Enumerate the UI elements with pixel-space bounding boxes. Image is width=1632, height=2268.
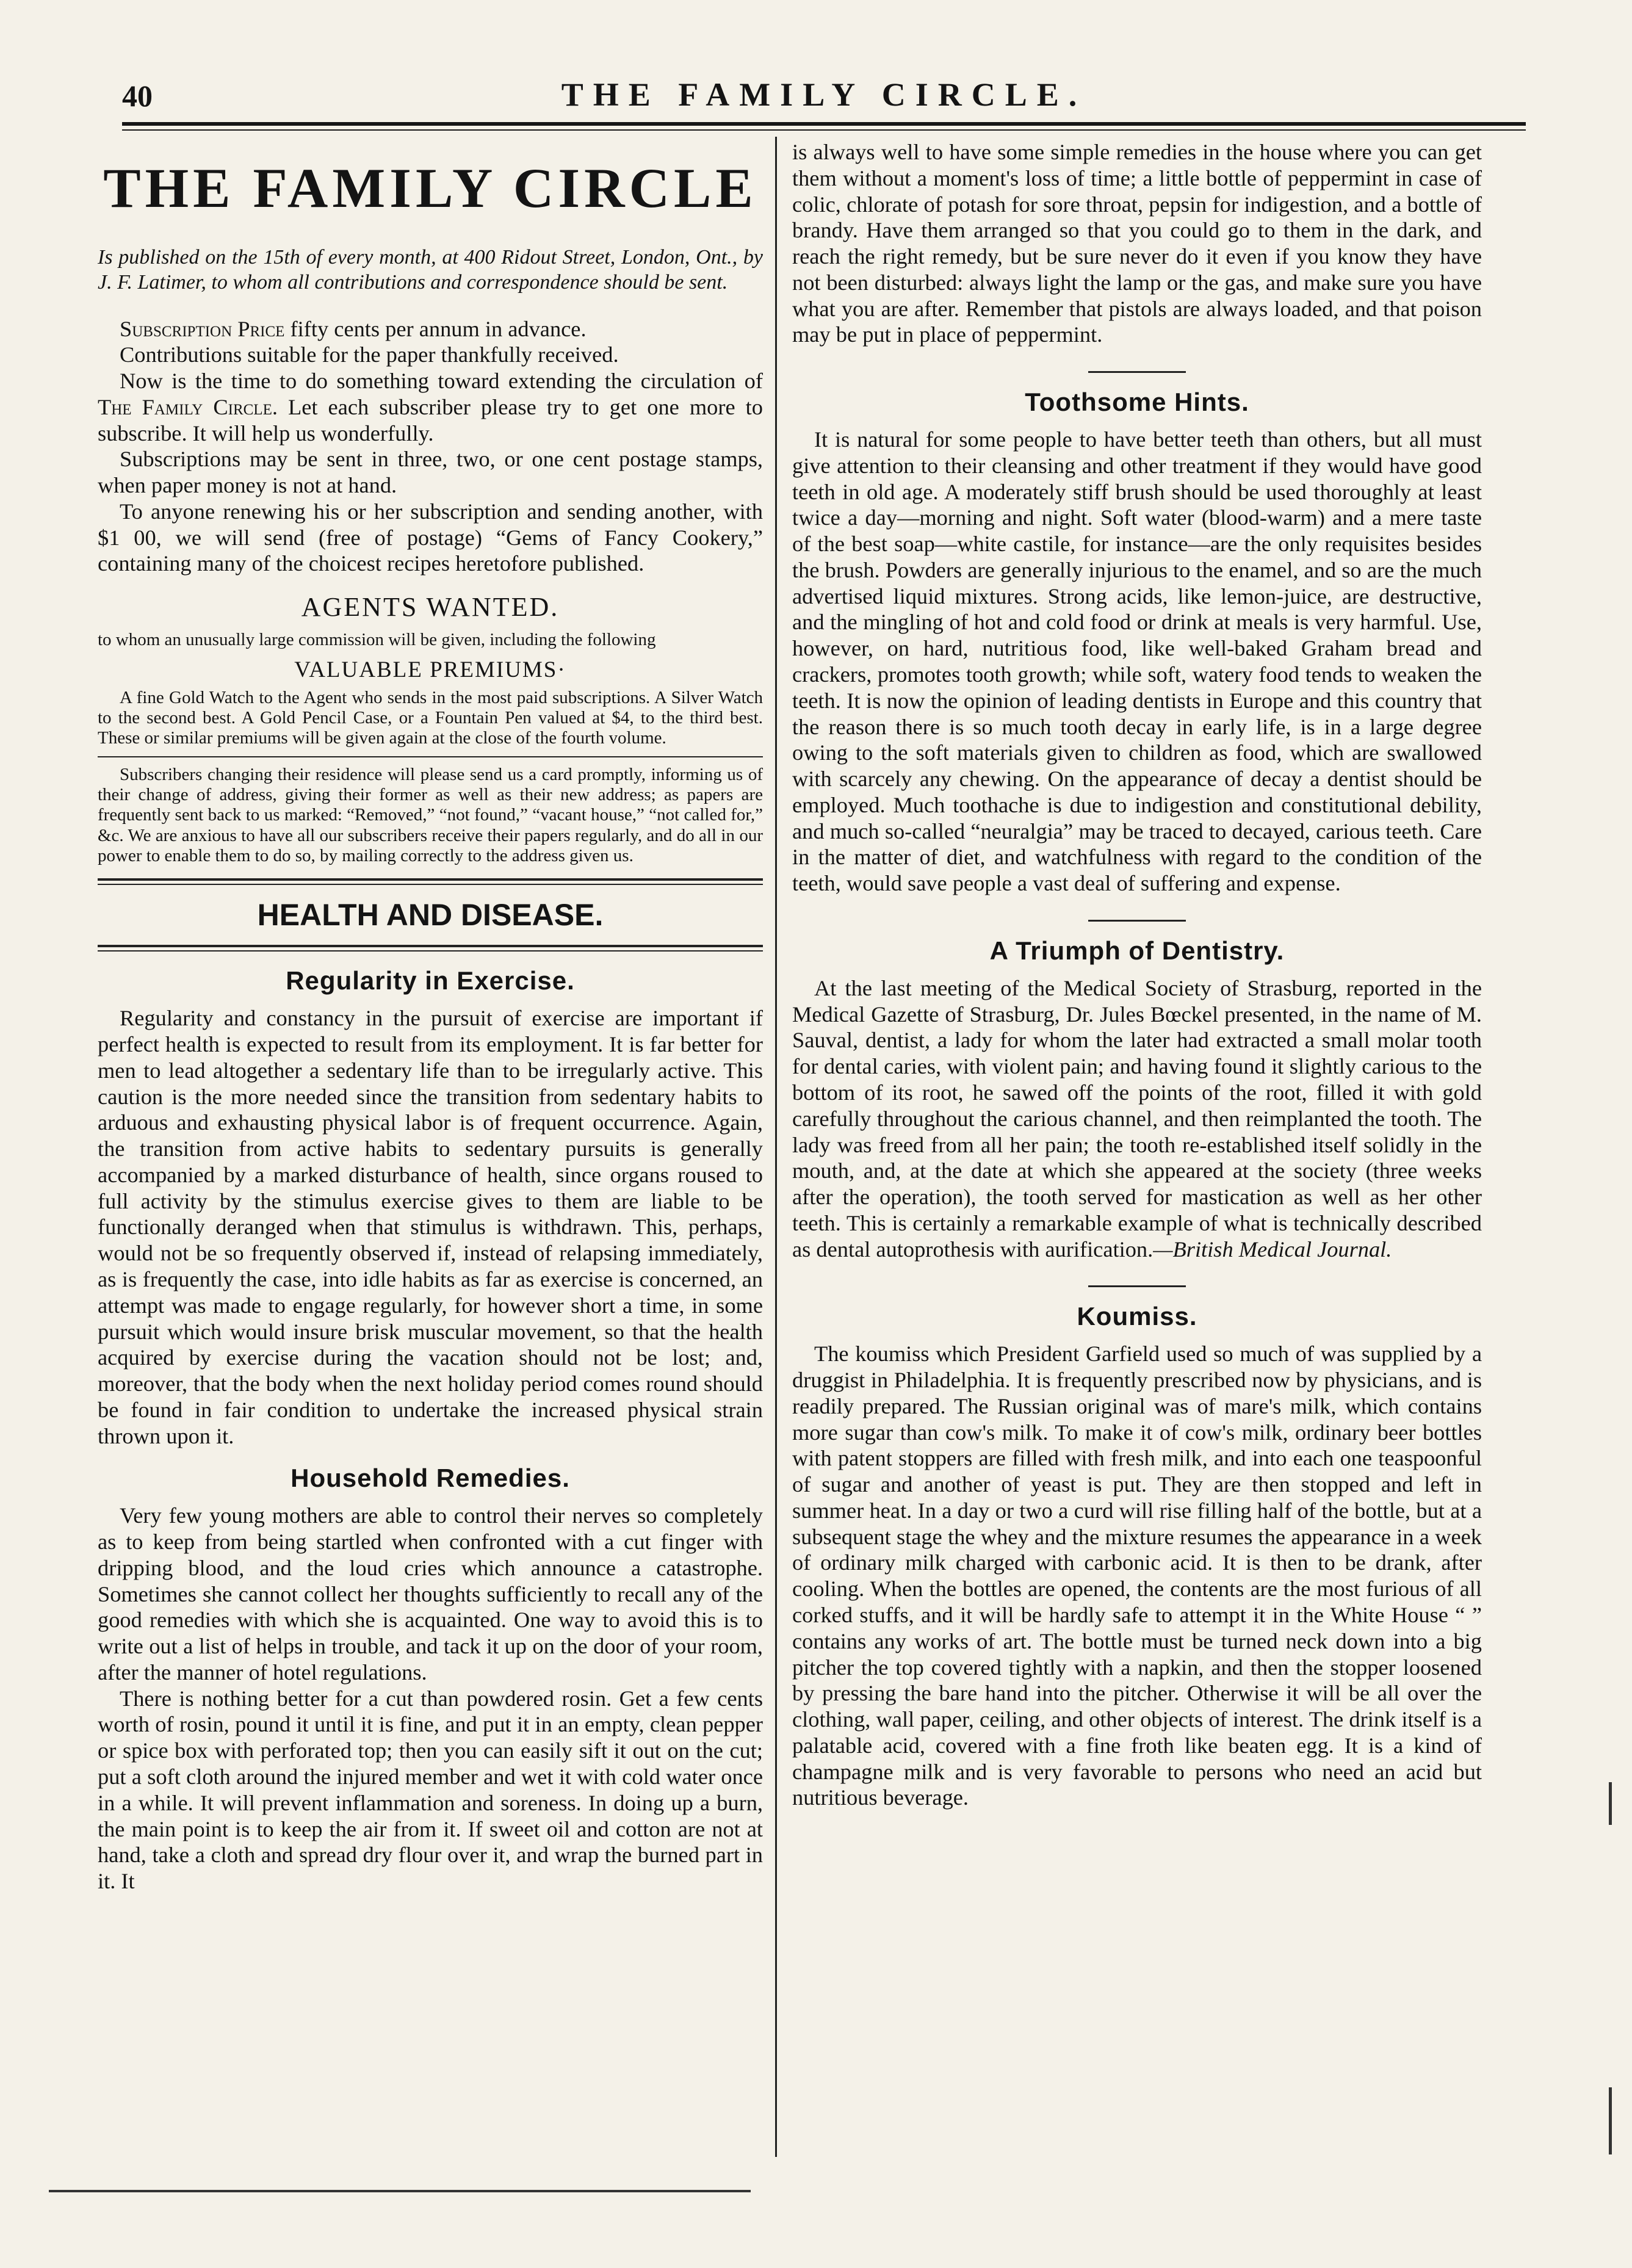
dentistry-source: —British Medical Journal. — [1153, 1237, 1392, 1262]
article-body-koumiss: The koumiss which President Garfield used so much of was supplied by a druggist in Philadelphia. It is frequently prescribed now by physicians, and is readily prepared. The Russian original was of mare's milk, which contains more sugar than cow's milk. To make it of cow's milk, ordinary beer bottles with patent stoppers are filled with fresh milk, and into each one teaspoonful of sugar and another of yeast is put. They are then stopped and left in summer heat. In a day or two a curd will rise filling half of the bottle, but at a subsequent stage the whey and the mixture resumes the appearance in a week of ordinary milk charged with carbonic acid. It is then to be drank, after cooling. When the bottles are opened, the contents are the most furious of all corked stuffs, and it will be hardly safe to attempt it in the White House “ ” contains any works of art. The bottle must be turned neck down into a big pitcher the top covered tightly with a napkin, and then the stopper loosened by pressing the bare hand into the pitcher. Otherwise it will be all over the clothing, wall paper, ceiling, and other objects of interest. The drink itself is a palatable acid, covered with a fine froth like beaten egg. It is a kind of champagne milk and is very favorable to persons who need an acid but nutritious beverage. — [792, 1342, 1482, 1810]
subscription-text: fifty cents per annum in advance. — [284, 316, 587, 341]
article-title-exercise: Regularity in Exercise. — [286, 966, 575, 995]
notice-rule — [98, 756, 763, 757]
stamps-notice: Subscriptions may be sent in three, two, or one cent postage stamps, when paper money is not at hand. — [98, 447, 763, 498]
running-header — [122, 73, 1526, 122]
article-separator — [1088, 920, 1186, 922]
section-rule — [98, 945, 763, 952]
left-column — [98, 139, 763, 1894]
header-rule — [122, 122, 1526, 126]
contributions-notice: Contributions suitable for the paper thankfully received. — [120, 342, 619, 367]
article-title-remedies: Household Remedies. — [291, 1464, 570, 1493]
article-title-toothsome: Toothsome Hints. — [1025, 388, 1249, 417]
article-title-dentistry: A Triumph of Dentistry. — [989, 936, 1285, 965]
agents-intro: to whom an unusually large commission will be given, including the following — [98, 630, 656, 650]
article-body-exercise: Regularity and constancy in the pursuit of exercise are important if perfect health is expected to result from its employment. It is far better for men to lead altogether a sedentary life than to be irregularly active. This caution is the more needed since the transition from sedentary habits to arduous and exhausting physical labor is of frequent occurrence. Again, the transition from active habits to sedentary pursuits is generally accompanied by a marked disturbance of health, since organs roused to full activity by the stimulus exercise gives to them are liable to be functionally deranged when that stimulus is withdrawn. This, perhaps, would not be so frequently observed if, instead of relapsing immediately, as is frequently the case, into idle habits as far as exercise is concerned, an attempt was made to engage regularly, for however short a time, in some pursuit which would insure brisk muscular movement, so that the health acquired by exercise during the vacation should not be lost; and, moreover, that the body when the next holiday period comes round should be found in fair condition to undertake the increased physical strain thrown upon it. — [98, 1006, 763, 1448]
section-rule — [98, 878, 763, 885]
subscription-label: Subscription Price — [120, 316, 285, 341]
masthead-title: THE FAMILY CIRCLE — [103, 157, 757, 219]
premiums-title: VALUABLE PREMIUMS· — [294, 657, 566, 682]
running-title: THE FAMILY CIRCLE. — [561, 76, 1087, 113]
circulation-notice — [98, 368, 763, 446]
scan-artifact-line — [49, 2190, 751, 2192]
dentistry-text: At the last meeting of the Medical Society of Strasburg, reported in the Medical Gazette of Strasburg, Dr. Jules Bœckel presented, in the name of M. Sauval, dentist, a lady for whom the later had extracted a small molar tooth for dental caries, with violent pain; and having found it slightly carious to the bottom of its root, he sawed off the points of the root, filled it with gold carefully throughout the carious channel, and then reimplanted the tooth. The lady was freed from all her pain; the tooth re-established itself solidly in the mouth, and, at the date at which she appeared at the society (three weeks after the operation), the tooth served for mastication as well as her other teeth. This is certainly a remarkable example of what is technically described as dental autoprothesis with aurification. — [792, 975, 1482, 1262]
article-separator — [1088, 1285, 1186, 1287]
scan-edge-mark — [1609, 1782, 1612, 1825]
article-body-toothsome: It is natural for some people to have better teeth than others, but all must give attention to their cleansing and other treatment if they would have good teeth in old age. A moderately stiff brush should be used thoroughly at least twice a day—morning and night. Soft water (blood-warm) and a mere taste of the best soap—white castile, for instance—are the only requisites besides the brush. Powders are generally injurious to the enamel, and so are the much advertised liquid mixtures. Strong acids, like lemon-juice, are destructive, and the mingling of hot and cold food or drink at meals is very harmful. Use, however, on hard, nutritious food, like well-baked Graham bread and crackers, promotes tooth growth; while soft, watery food tends to weaken the teeth. It is now the opinion of leading dentists in Europe and this country that the reason there is so much tooth decay in early life, is in a large degree owing to the soft materials given to children as food, which are swallowed with scarcely any chewing. On the appearance of decay a dentist should be employed. Much toothache is due to indigestion and constitutional debility, and much so-called “neuralgia” may be traced to decayed, carious teeth. Care in the matter of diet, and watchfulness with regard to the condition of the teeth, would save people a vast deal of suffering and expense. — [792, 427, 1482, 896]
subscription-notice — [98, 316, 763, 342]
article-body-remedies-continued: is always well to have some simple remedies in the house where you can get them without a moment's loss of time; a little bottle of peppermint in case of colic, chlorate of potash for sore throat, pepsin for indigestion, and a bottle of brandy. Have them arranged so that you could go to them in the dark, and reach the right remedy, but be sure never do it even if you know they have not been disturbed: always light the lamp or the gas, and make sure you have what you are after. Remember that pistols are always loaded, and that poison may be put in place of peppermint. — [792, 140, 1482, 347]
premiums-text: A fine Gold Watch to the Agent who sends in the most paid subscriptions. A Silver Watch to the second best. A Gold Pencil Case, or a Fountain Pen valued at $4, to the third best. These or similar premiums will be given again at the close of the fourth volume. — [98, 687, 763, 748]
circulation-before: Now is the time to do something toward extending the circulation of — [120, 369, 763, 394]
article-body-remedies-1: Very few young mothers are able to control their nerves so completely as to keep from being startled when confronted with a cut finger with dripping blood, and the loud cries which announce a catastrophe. Sometimes she cannot collect her thoughts sufficiently to recall any of the good remedies with which she is acquainted. One way to avoid this is to write out a list of helps in trouble, and tack it up on the door of your room, after the manner of hotel regulations. — [98, 1503, 763, 1685]
page-number: 40 — [122, 79, 153, 113]
header-rule-thin — [122, 129, 1526, 131]
publication-notice: Is published on the 15th of every month, at 400 Ridout Street, London, Ont., by J. F. Latimer, to whom all contributions and correspondence should be sent. — [98, 246, 763, 294]
article-body-dentistry — [792, 975, 1482, 1262]
scan-edge-mark — [1609, 2087, 1612, 2154]
right-column — [792, 139, 1482, 1811]
article-separator — [1088, 371, 1186, 373]
article-title-koumiss: Koumiss. — [1077, 1302, 1197, 1331]
column-divider — [775, 137, 777, 2157]
address-change-notice: Subscribers changing their residence will please send us a card promptly, informing us of their change of address, giving their former as well as their new address; as papers are frequently sent back to us marked: “Removed,” “not found,” “vacant house,” “not called for,” &c. We are anxious to have all our subscribers receive their papers regularly, and do all in our power to enable them to do so, by mailing correctly to the address given us. — [98, 764, 763, 865]
circulation-after: . Let each subscriber please try to get one more to subscribe. It will help us wonderfully. — [98, 394, 763, 446]
section-title-health: HEALTH AND DISEASE. — [257, 898, 604, 933]
agents-wanted-title: AGENTS WANTED. — [301, 592, 560, 623]
renewal-notice: To anyone renewing his or her subscription and sending another, with $1 00, we will send (free of postage) “Gems of Fancy Cookery,” containing many of the choicest recipes heretofore published. — [98, 499, 763, 576]
article-body-remedies-2: There is nothing better for a cut than powdered rosin. Get a few cents worth of rosin, pound it until it is fine, and put it in an empty, clean pepper or spice box with perforated top; then you can easily sift it out on the cut; put a soft cloth around the injured member and wet it with cold water once in a while. It will prevent inflammation and soreness. In doing up a burn, the main point is to keep the air from it. If sweet oil and cotton are not at hand, take a cloth and spread dry flour over it, and wrap the burned part in it. It — [98, 1686, 763, 1894]
circulation-name: The Family Circle — [98, 394, 272, 419]
